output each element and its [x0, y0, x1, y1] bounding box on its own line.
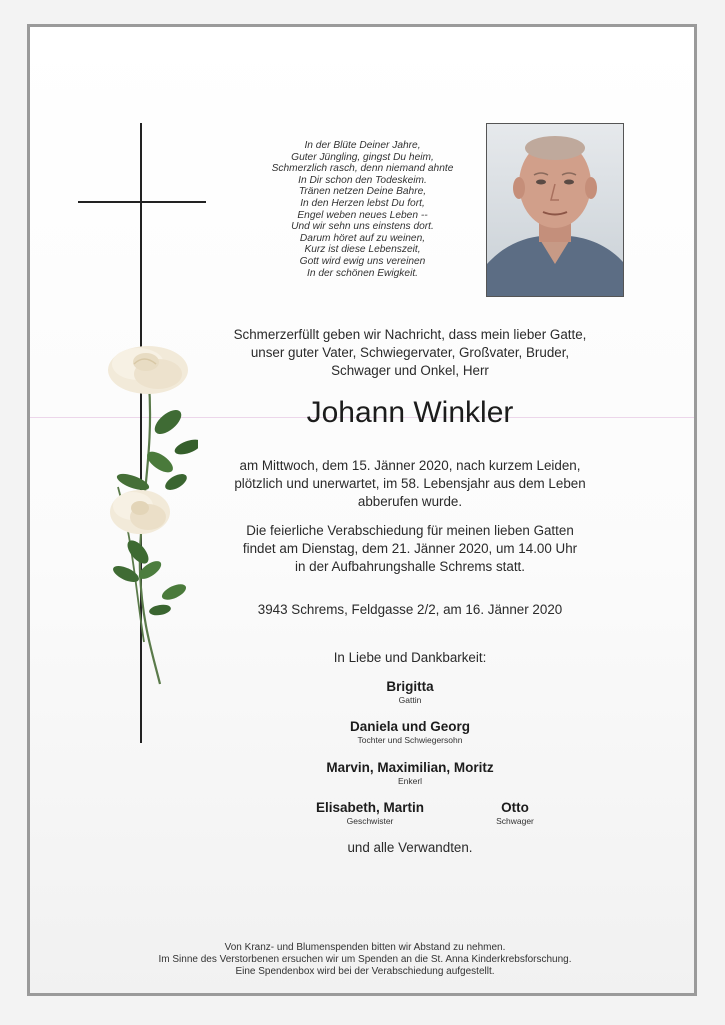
signature [310, 679, 510, 706]
text-line: plötzlich und unerwartet, im 58. Lebensjahr aus dem Leben [234, 476, 586, 491]
signature-role: Enkerl [397, 776, 423, 786]
poem-line: Kurz ist diese Lebenszeit, [304, 244, 421, 256]
poem-line: In Dir schon den Todeskeim. [298, 174, 427, 186]
poem-line: In den Herzen lebst Du fort, [300, 197, 425, 209]
text-line: Die feierliche Verabschiedung für meinen lieben Gatten [246, 523, 574, 538]
poem-line: Schmerzlich rasch, denn niemand ahnte [271, 163, 454, 175]
footer-note [50, 942, 680, 978]
footer-line: Von Kranz- und Blumenspenden bitten wir Abstand zu nehmen. [224, 942, 506, 953]
signature [290, 760, 530, 787]
rose-icon [78, 312, 198, 712]
text-line: Schmerzerfüllt geben wir Nachricht, dass mein lieber Gatte, [233, 327, 587, 342]
deceased-name: Johann Winkler [306, 396, 514, 429]
announcement-intro [230, 326, 590, 380]
signature-role: Geschwister [346, 816, 394, 826]
signature-name: Brigitta [386, 679, 434, 694]
signature [310, 719, 510, 746]
poem-line: Engel weben neues Leben -- [297, 209, 428, 221]
text-line: abberufen wurde. [357, 494, 463, 509]
footer-line: Eine Spendenbox wird bei der Verabschiedung aufgestellt. [235, 966, 495, 977]
obituary-card [27, 24, 697, 996]
footer-line: Im Sinne des Verstorbenen ersuchen wir um Spenden an die St. Anna Kinderkrebsforschung. [158, 954, 572, 965]
signature-name: Daniela und Georg [349, 719, 471, 734]
poem-line: Guter Jüngling, gingst Du heim, [291, 151, 434, 163]
death-notice [230, 457, 590, 511]
signature [300, 800, 440, 827]
text-line: am Mittwoch, dem 15. Jänner 2020, nach kurzem Leiden, [239, 458, 581, 473]
text-line: unser guter Vater, Schwiegervater, Großvater, Bruder, [250, 345, 570, 360]
text-line: in der Aufbahrungshalle Schrems statt. [294, 559, 525, 574]
poem-line: In der schönen Ewigkeit. [307, 267, 418, 279]
closing-line: In Liebe und Dankbarkeit: [333, 650, 487, 665]
signature-role: Schwager [496, 816, 534, 826]
poem-line: Gott wird ewig uns vereinen [299, 255, 426, 267]
relatives-line: und alle Verwandten. [347, 840, 473, 855]
poem [240, 140, 485, 279]
portrait-photo [486, 123, 624, 297]
poem-line: In der Blüte Deiner Jahre, [304, 140, 421, 151]
poem-line: Und wir sehn uns einstens dort. [291, 221, 434, 233]
text-line: findet am Dienstag, dem 21. Jänner 2020, um 14.00 Uhr [242, 541, 578, 556]
signature-role: Gattin [398, 695, 422, 705]
text-line: Schwager und Onkel, Herr [331, 363, 489, 378]
address-date: 3943 Schrems, Feldgasse 2/2, am 16. Jänner 2020 [257, 602, 563, 617]
poem-line: Darum höret auf zu weinen, [299, 232, 426, 244]
signature-name: Otto [501, 800, 529, 815]
signature-name: Elisabeth, Martin [315, 800, 425, 815]
signature [470, 800, 560, 827]
poem-line: Tränen netzen Deine Bahre, [298, 186, 427, 198]
signature-name: Marvin, Maximilian, Moritz [326, 760, 494, 775]
ceremony-notice [230, 522, 590, 576]
signature-role: Tochter und Schwiegersohn [357, 735, 463, 745]
